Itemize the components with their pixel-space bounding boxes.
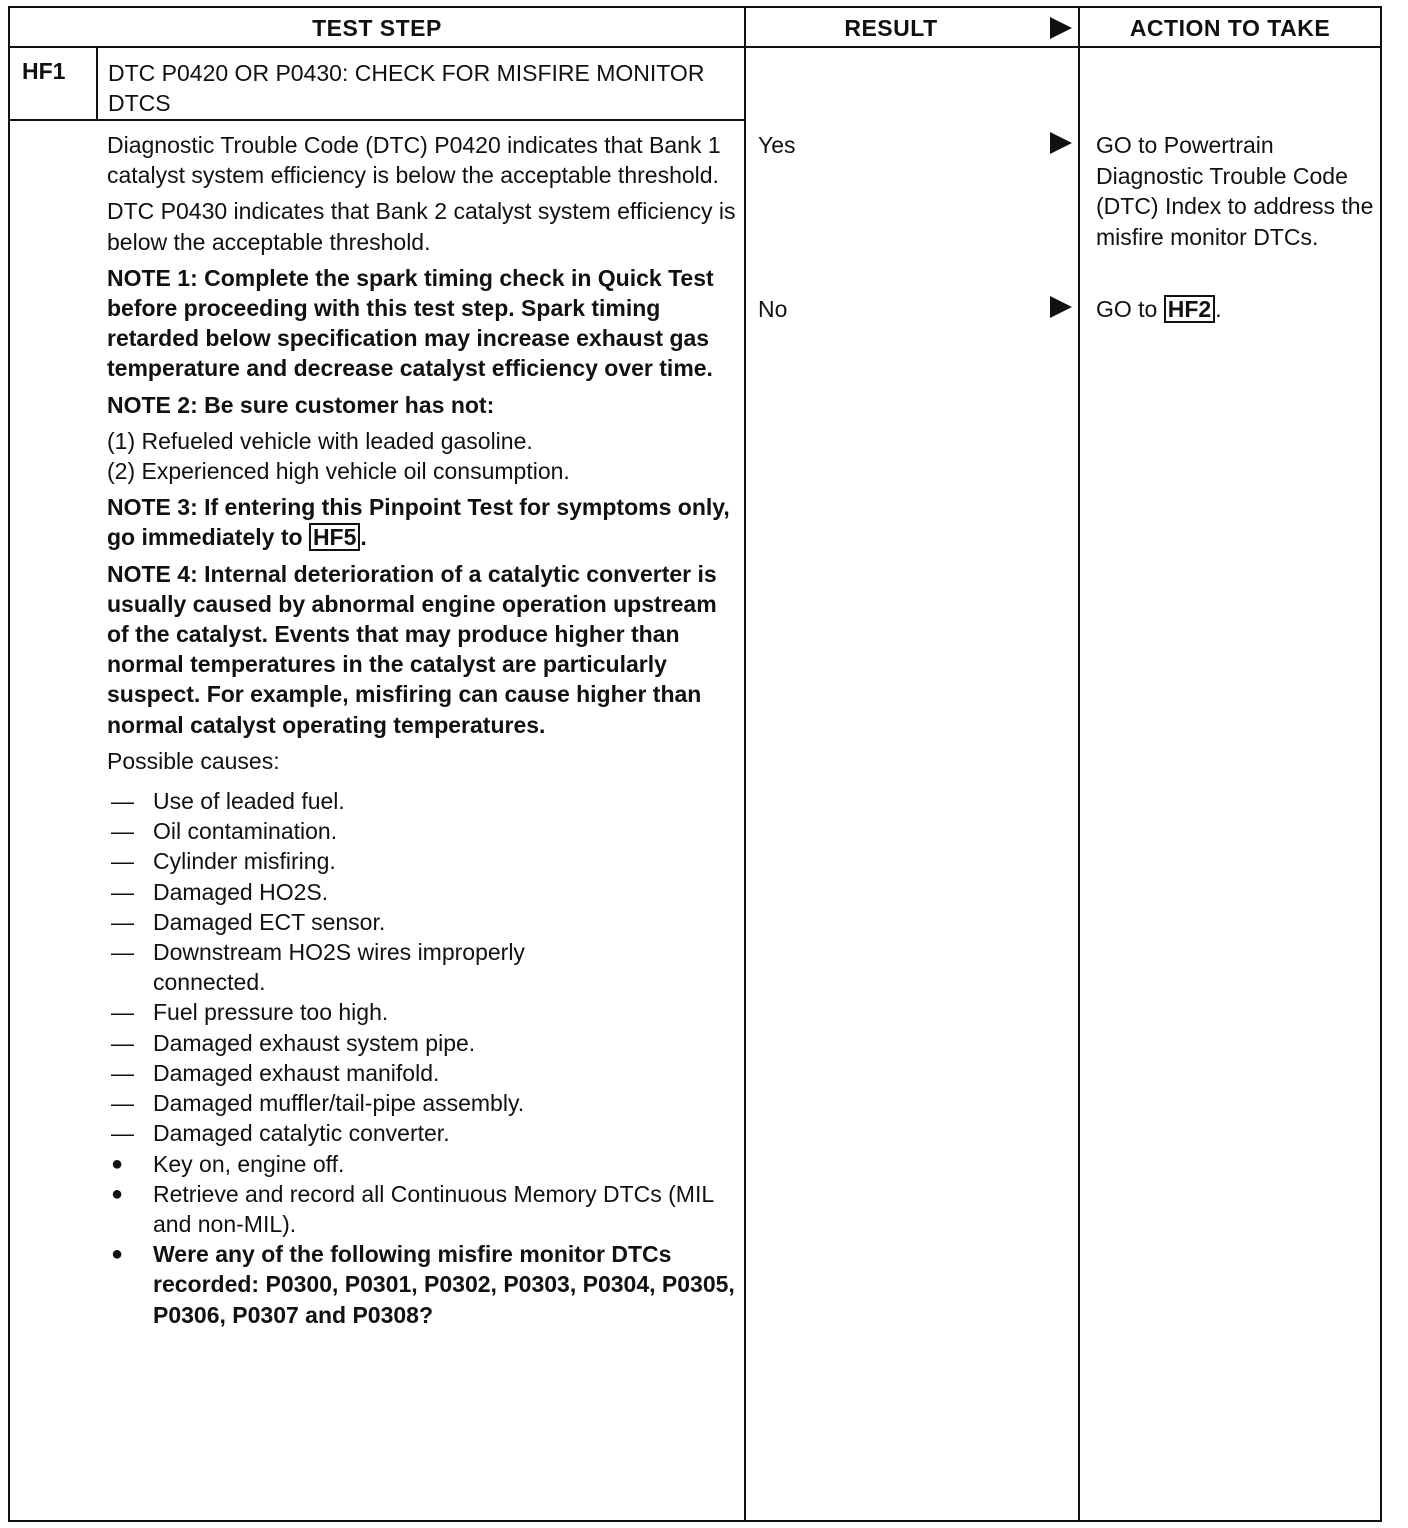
list-item: — Cylinder misfiring.: [111, 848, 336, 875]
arrow-icon: [1050, 17, 1072, 39]
possible-causes-label: Possible causes:: [107, 747, 280, 774]
list-item: (1) Refueled vehicle with leaded gasoline.: [107, 427, 533, 454]
note-1: NOTE 1: Complete the spark timing check in Quick Test before proceeding with this test step. Spark timing retarded below specification may increase exhaust gas temperature and decrease catalyst efficiency over time.: [107, 264, 714, 382]
test-step-table: [8, 6, 1382, 1522]
title-underline: [10, 119, 746, 121]
list-item: — Fuel pressure too high.: [111, 999, 389, 1026]
list-item: — Damaged HO2S.: [111, 878, 329, 905]
procedure-list: [107, 1149, 739, 1330]
bullet-icon: ●: [111, 1152, 124, 1175]
step-id: HF1: [22, 58, 66, 84]
list-item: — Oil contamination.: [111, 818, 338, 845]
step-ref-hf2[interactable]: HF2: [1164, 295, 1215, 323]
list-item: — Damaged ECT sensor.: [111, 908, 386, 935]
arrow-icon: [1050, 132, 1072, 154]
note-2: NOTE 2: Be sure customer has not:: [107, 391, 495, 418]
header-action: ACTION TO TAKE: [1129, 14, 1331, 41]
result-no: No: [758, 296, 788, 322]
action-yes: GO to Powertrain Diagnostic Trouble Code (DTC) Index to address the misfire monitor DTCs.: [1096, 132, 1374, 250]
causes-list: [107, 786, 739, 1148]
step-id-divider: [96, 46, 98, 120]
list-item: [107, 1239, 739, 1330]
note-4: NOTE 4: Internal deterioration of a catalytic converter is usually caused by abnormal engine operation upstream of the catalyst. Events that may produce higher than normal temperatures in the catalyst are particularly suspect. For example, misfiring can cause higher than normal catalyst operating temperatures.: [107, 560, 717, 738]
column-divider: [744, 8, 746, 1520]
question-text: Were any of the following misfire monitor DTCs recorded: P0300, P0301, P0302, P0303, P0304, P0305, P0306, P0307 and P0308?: [153, 1241, 735, 1328]
step-body: [107, 130, 739, 1330]
description-p0430: DTC P0430 indicates that Bank 2 catalyst system efficiency is below the acceptable threshold.: [107, 198, 736, 255]
header-test-step: TEST STEP: [312, 14, 442, 41]
list-item: — Damaged exhaust manifold.: [111, 1059, 440, 1086]
list-item: — Damaged exhaust system pipe.: [111, 1029, 476, 1056]
step-ref-hf5[interactable]: HF5: [309, 523, 360, 551]
list-item: (2) Experienced high vehicle oil consumption.: [107, 458, 570, 485]
bullet-icon: ●: [111, 1182, 124, 1205]
header-result: RESULT: [844, 14, 938, 41]
note-3-text: NOTE 3: If entering this Pinpoint Test for symptoms only, go immediately to: [107, 494, 730, 551]
numbered-list: [107, 426, 739, 486]
list-item: — Downstream HO2S wires improperly connected.: [111, 939, 525, 996]
note-3: NOTE 3: If entering this Pinpoint Test for symptoms only, go immediately to HF5 .: [107, 494, 730, 551]
column-divider: [1078, 8, 1080, 1520]
step-title: DTC P0420 OR P0430: CHECK FOR MISFIRE MONITOR DTCS: [108, 60, 705, 116]
list-item: ● Key on, engine off.: [107, 1149, 739, 1179]
list-item: ● Retrieve and record all Continuous Memory DTCs (MIL and non-MIL).: [111, 1180, 714, 1237]
list-item: — Damaged catalytic converter.: [111, 1120, 450, 1147]
bullet-icon: ●: [111, 1243, 124, 1266]
result-yes: Yes: [758, 132, 796, 158]
arrow-icon: [1050, 296, 1072, 318]
description-p0420: Diagnostic Trouble Code (DTC) P0420 indicates that Bank 1 catalyst system efficiency is below the acceptable threshold.: [107, 132, 721, 189]
action-no: GO to HF2 .: [1096, 296, 1222, 322]
list-item: — Damaged muffler/tail-pipe assembly.: [111, 1090, 525, 1117]
list-item: — Use of leaded fuel.: [111, 788, 345, 815]
